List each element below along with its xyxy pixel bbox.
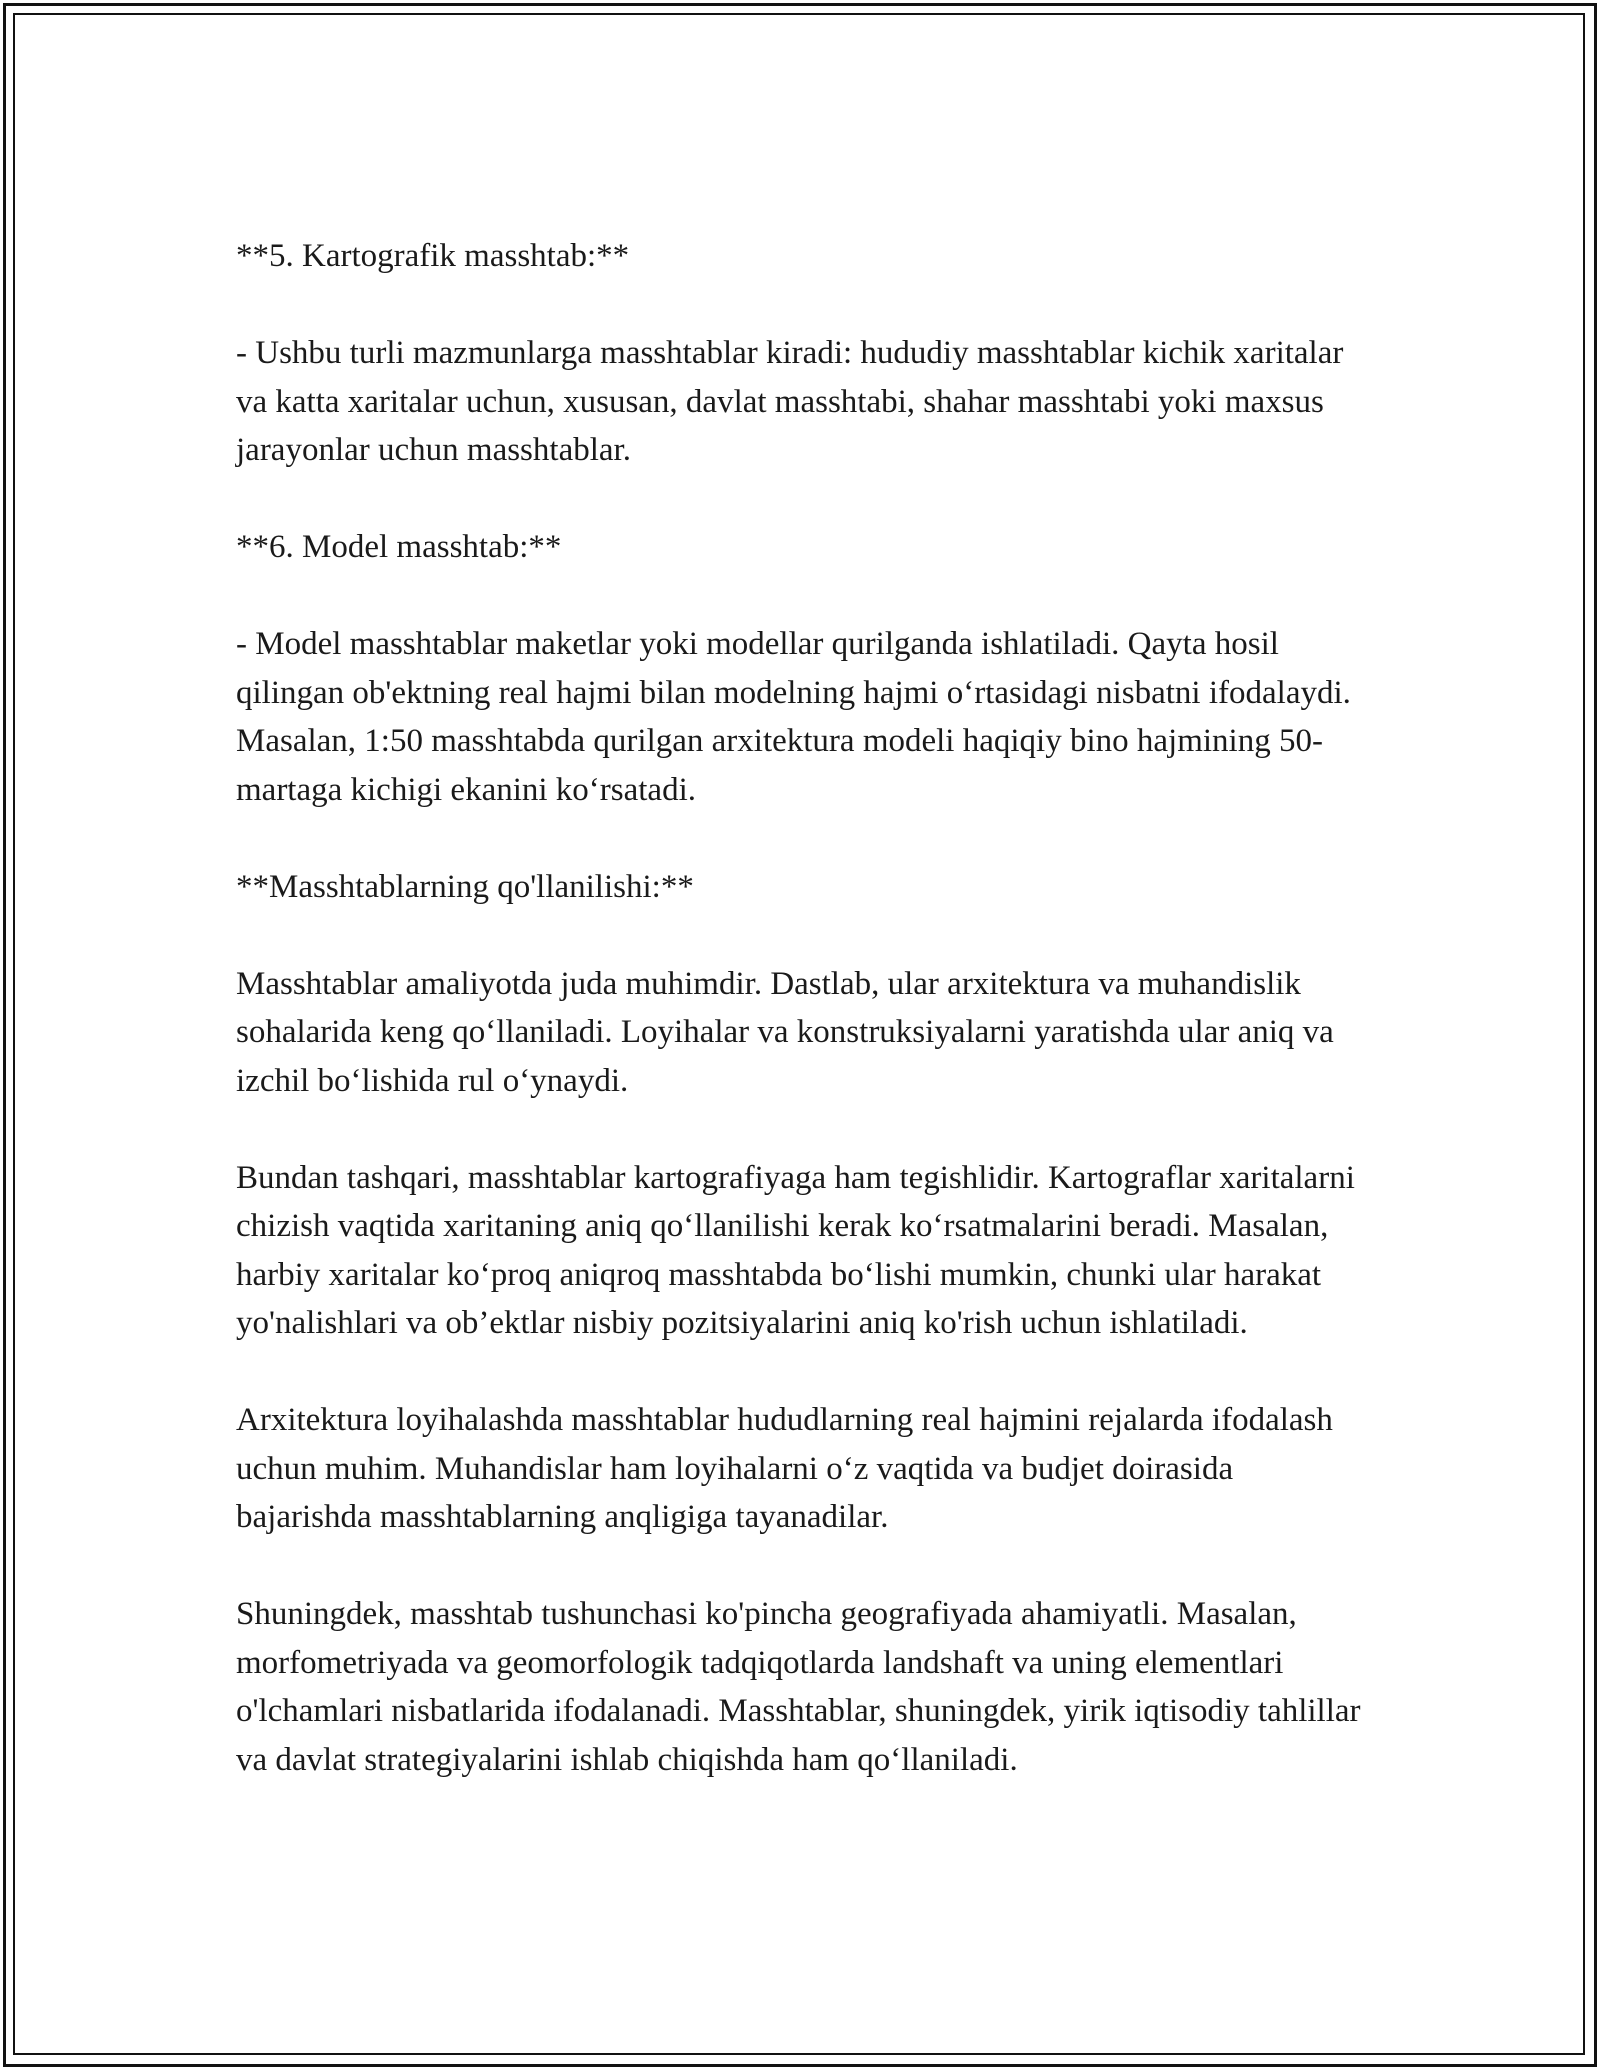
section-heading-model-masshtab: **6. Model masshtab:** — [236, 529, 562, 565]
paragraph-kartografiya: Bundan tashqari, masshtablar kartografiyaga ham tegishlidir. Kartograflar xaritalarni chizish vaqtida xaritaning aniq qo‘llanilishi kerak ko‘rsatmalarini beradi. Masalan, harbiy xaritalar ko‘proq aniqroq masshtabda bo‘lishi mumkin, chunki ular harakat yo'nalishlari va ob’ektlar nisbiy pozitsiyalarini aniq ko'rish uchun ishlatiladi. — [236, 1159, 1355, 1341]
paragraph-model-masshtab: - Model masshtablar maketlar yoki modellar qurilganda ishlatiladi. Qayta hosil qilingan ob'ektning real hajmi bilan modelning hajmi o‘rtasidagi nisbatni ifodalaydi. Masalan, 1:50 masshtabda qurilgan arxitektura modeli haqiqiy bino hajmining 50-martaga kichigi ekanini ko‘rsatadi. — [236, 626, 1351, 808]
paragraph-arxitektura: Arxitektura loyihalashda masshtablar hududlarning real hajmini rejalarda ifodalash uchun muhim. Muhandislar ham loyihalarni o‘z vaqtida va budjet doirasida bajarishda masshtablarning anqligiga tayanadilar. — [236, 1402, 1333, 1535]
paragraph-geografiya: Shuningdek, masshtab tushunchasi ko'pincha geografiyada ahamiyatli. Masalan, morfometriyada va geomorfologik tadqiqotlarda landshaft va uning elementlari o'lchamlari nisbatlarida ifodalanadi. Masshtablar, shuningdek, yirik iqtisodiy tahlillar va davlat strategiyalarini ishlab chiqishda ham qo‘llaniladi. — [236, 1596, 1361, 1778]
paragraph-kartografik-masshtab: - Ushbu turli mazmunlarga masshtablar kiradi: hududiy masshtablar kichik xaritalar va katta xaritalar uchun, xususan, davlat masshtabi, shahar masshtabi yoki maxsus jarayonlar uchun masshtablar. — [236, 335, 1344, 468]
section-heading-kartografik-masshtab: **5. Kartografik masshtab:** — [236, 238, 630, 274]
section-heading-masshtablarning-qollanilishi: **Masshtablarning qo'llanilishi:** — [236, 868, 694, 905]
paragraph-amaliyotda: Masshtablar amaliyotda juda muhimdir. Dastlab, ular arxitektura va muhandislik sohalarida keng qo‘llaniladi. Loyihalar va konstruksiyalarni yaratishda ular aniq va izchil bo‘lishida rul o‘ynaydi. — [236, 965, 1334, 1099]
document-body — [236, 232, 1376, 1784]
